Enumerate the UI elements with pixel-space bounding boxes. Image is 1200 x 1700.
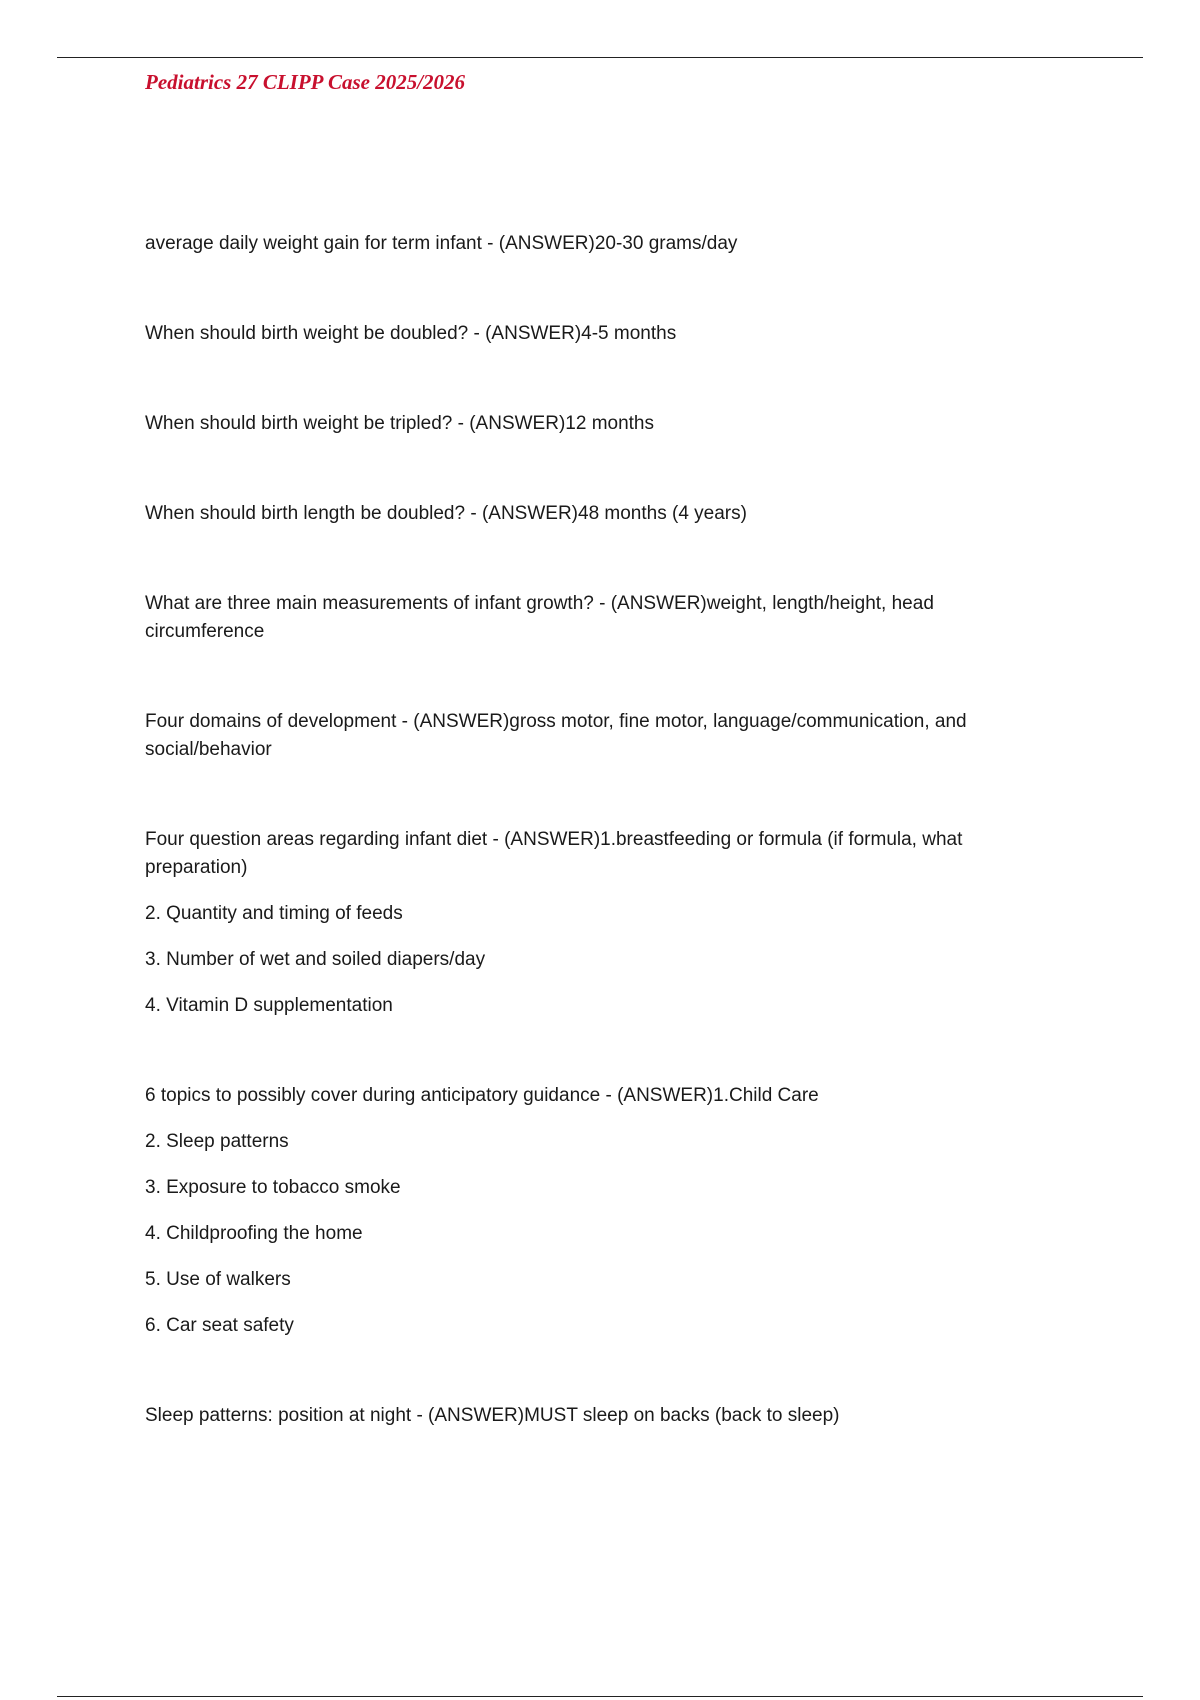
card-text: When should birth weight be doubled? - (ANSWER)4-5 months	[145, 323, 677, 344]
card-text: What are three main measurements of infant growth? - (ANSWER)weight, length/height, head circumference	[145, 593, 934, 642]
header-rule	[57, 57, 1143, 58]
list-item: 5. Use of walkers	[145, 1269, 291, 1290]
list-item: 4. Vitamin D supplementation	[145, 995, 393, 1016]
list-item: 2. Quantity and timing of feeds	[145, 903, 403, 924]
list-item: 3. Exposure to tobacco smoke	[145, 1177, 401, 1198]
flashcard-4	[145, 500, 1045, 528]
flashcard-2	[145, 320, 1045, 348]
card-text: When should birth weight be tripled? - (ANSWER)12 months	[145, 413, 655, 434]
list-item: 2. Sleep patterns	[145, 1131, 289, 1152]
flashcard-list	[145, 230, 1045, 1492]
list-item: 6. Car seat safety	[145, 1315, 294, 1336]
flashcard-7	[145, 826, 1045, 1020]
flashcard-3	[145, 410, 1045, 438]
flashcard-9	[145, 1402, 1045, 1430]
card-text: 6 topics to possibly cover during anticipatory guidance - (ANSWER)1.Child Care	[145, 1085, 819, 1106]
flashcard-5	[145, 590, 1045, 646]
card-text: Four domains of development - (ANSWER)gross motor, fine motor, language/communication, and social/behavior	[145, 711, 967, 760]
card-text: When should birth length be doubled? - (ANSWER)48 months (4 years)	[145, 503, 747, 524]
list-item: 3. Number of wet and soiled diapers/day	[145, 949, 486, 970]
card-text: average daily weight gain for term infant - (ANSWER)20-30 grams/day	[145, 233, 738, 254]
card-text: Four question areas regarding infant diet - (ANSWER)1.breastfeeding or formula (if formula, what preparation)	[145, 829, 963, 878]
footer-rule	[57, 1696, 1143, 1697]
flashcard-1	[145, 230, 1045, 258]
flashcard-6	[145, 708, 1045, 764]
list-item: 4. Childproofing the home	[145, 1223, 363, 1244]
card-text: Sleep patterns: position at night - (ANSWER)MUST sleep on backs (back to sleep)	[145, 1405, 840, 1426]
flashcard-8	[145, 1082, 1045, 1340]
document-title: Pediatrics 27 CLIPP Case 2025/2026	[145, 70, 466, 94]
